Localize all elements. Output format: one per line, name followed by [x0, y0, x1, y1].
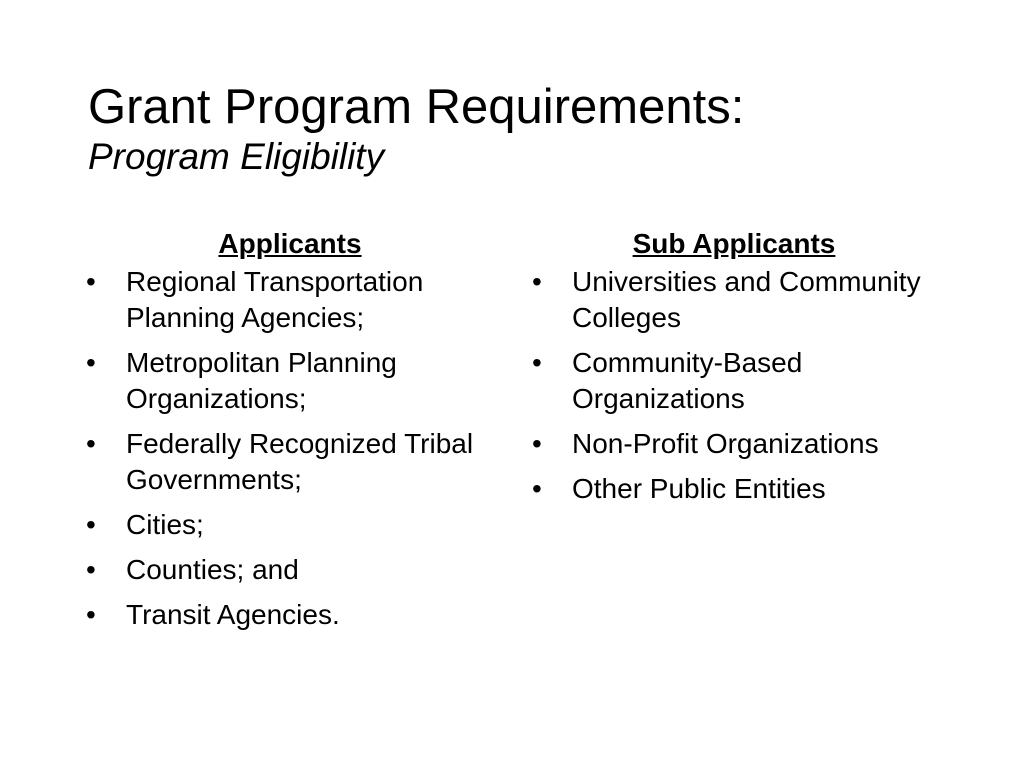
slide-subtitle: Program Eligibility: [88, 136, 385, 177]
applicants-list: [80, 264, 500, 633]
bullet-icon: •: [532, 428, 542, 459]
list-item: [80, 345, 500, 417]
sub-applicants-heading: Sub Applicants: [632, 228, 836, 259]
list-item-text: Transit Agencies.: [126, 599, 340, 630]
bullet-icon: •: [532, 473, 542, 504]
bullet-icon: •: [86, 266, 96, 297]
bullet-icon: •: [86, 509, 96, 540]
list-item: [80, 264, 500, 336]
list-item: [80, 426, 500, 498]
applicants-heading: Applicants: [218, 228, 362, 259]
list-item-text: Counties; and: [126, 554, 299, 585]
bullet-icon: •: [86, 554, 96, 585]
bullet-icon: •: [86, 599, 96, 630]
bullet-icon: •: [532, 266, 542, 297]
list-item-text: Non-Profit Organizations: [572, 428, 879, 459]
slide-title-block: [88, 78, 968, 178]
applicants-column: [80, 226, 500, 642]
list-item-text: Metropolitan Planning Organizations;: [126, 347, 397, 414]
list-item: [526, 471, 946, 507]
list-item-text: Other Public Entities: [572, 473, 826, 504]
list-item: [526, 345, 946, 417]
bullet-icon: •: [532, 347, 542, 378]
bullet-icon: •: [86, 347, 96, 378]
list-item-text: Federally Recognized Tribal Governments;: [126, 428, 474, 495]
list-item-text: Regional Transportation Planning Agencies;: [126, 266, 424, 333]
list-item: [80, 597, 500, 633]
list-item: [80, 552, 500, 588]
list-item: [80, 507, 500, 543]
sub-applicants-column: [526, 226, 946, 516]
sub-applicants-list: [526, 264, 946, 507]
list-item-text: Cities;: [126, 509, 204, 540]
bullet-icon: •: [86, 428, 96, 459]
slide-title: Grant Program Requirements:: [88, 80, 745, 134]
list-item: [526, 264, 946, 336]
list-item: [526, 426, 946, 462]
list-item-text: Community-Based Organizations: [572, 347, 803, 414]
list-item-text: Universities and Community Colleges: [572, 266, 921, 333]
